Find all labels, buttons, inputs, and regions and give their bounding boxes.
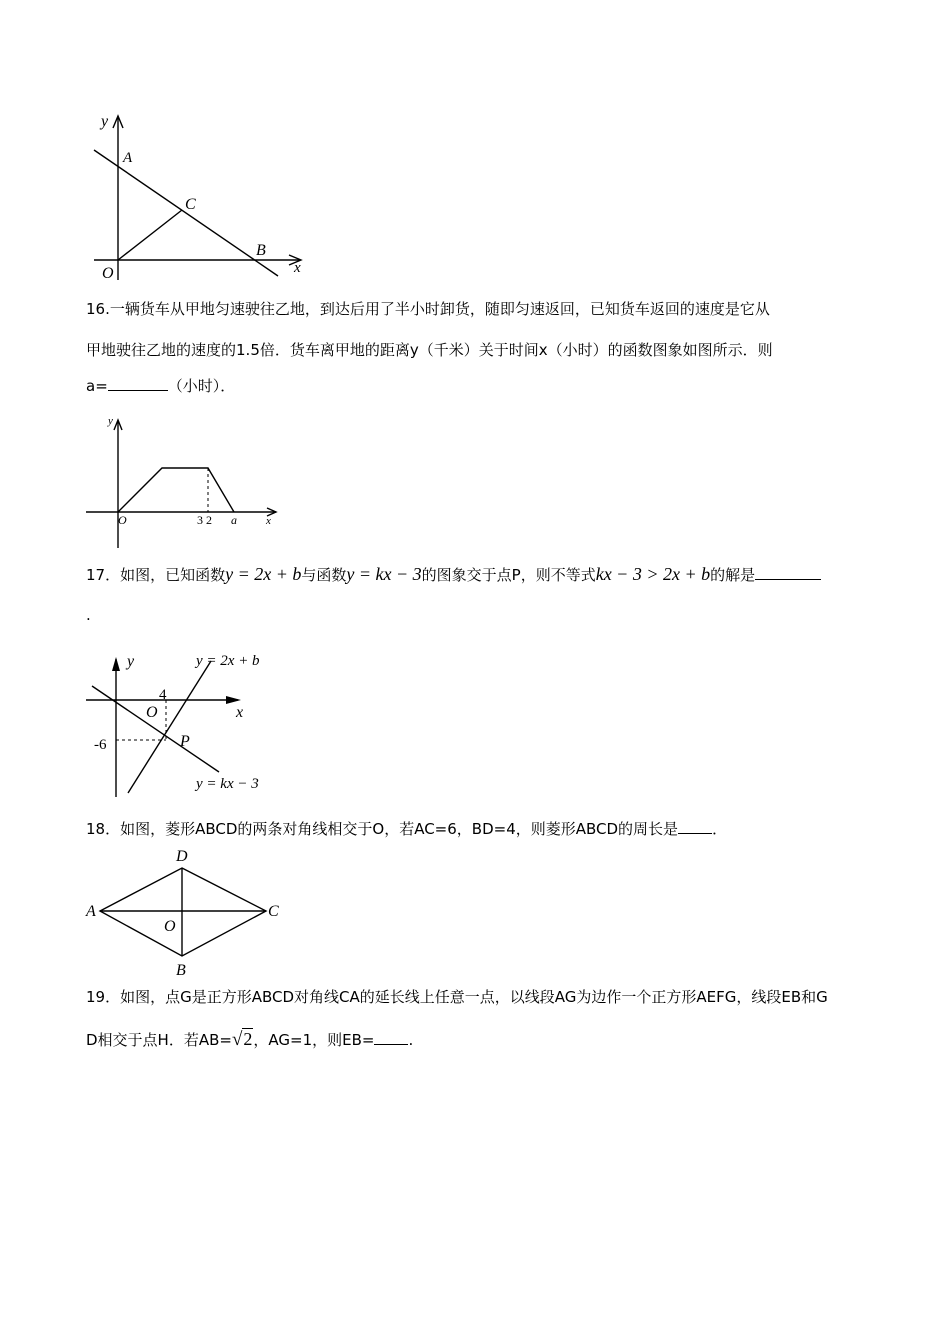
fig18-label-a: A [86, 903, 96, 920]
line-2x-plus-b [128, 661, 211, 793]
fig17-label-4: 4 [159, 687, 167, 703]
figure-17-graph [86, 645, 286, 800]
x-axis-arrow [226, 696, 241, 704]
segment-oc [118, 210, 182, 260]
q16-line-1: 16.一辆货车从甲地匀速驶往乙地，到达后用了半小时卸货，随即匀速返回，已知货车返回的速度是它从 [86, 300, 770, 318]
figure-18-rhombus [86, 845, 291, 980]
q17-inequality: kx − 3 > 2x + b [595, 564, 711, 584]
q16-unit: （小时）． [167, 377, 236, 395]
fig17-label-y: y [127, 653, 135, 670]
q18-answer-blank[interactable] [678, 833, 712, 834]
fig16-tick-2: 2 [206, 513, 212, 527]
fig18-label-o: O [164, 918, 176, 935]
q19-line-1: 19．如图，点G是正方形ABCD对角线CA的延长线上任意一点，以线段AG为边作一个正方形AEFG，线段EB和G [86, 988, 828, 1006]
q17-connector: 与函数 [301, 566, 347, 584]
fig15-label-c: C [185, 196, 196, 213]
q17-line-2: . [86, 606, 91, 624]
fig15-label-y: y [101, 113, 109, 130]
q16-line-3 [86, 379, 235, 394]
q19-radicand: 2 [243, 1029, 253, 1049]
q16-line-2: 甲地驶往乙地的速度的1.5倍．货车离甲地的距离y（千米）关于时间x（小时）的函数图象如图所示．则 [86, 341, 773, 359]
q19-answer-blank[interactable] [374, 1044, 408, 1045]
q19-line-2 [86, 1030, 413, 1049]
fig16-label-a: a [231, 513, 237, 527]
q18-text: 18．如图，菱形ABCD的两条对角线相交于O，若AC=6，BD=4，则菱形ABCD的周长是 [86, 820, 679, 838]
q17-prefix: 17．如图，已知函数 [86, 566, 226, 584]
q19-prefix: D相交于点H．若AB= [86, 1031, 232, 1049]
fig17-line-1-label: y = 2x + b [196, 653, 260, 669]
fig15-label-x: x [294, 260, 301, 276]
q18-end: ． [712, 820, 728, 838]
distance-time-polyline [118, 468, 234, 512]
figure-15-graph [86, 108, 316, 288]
q17-line-1 [86, 565, 821, 583]
q18-line [86, 822, 727, 837]
line-kx-minus-3 [92, 686, 219, 772]
fig16-tick-3: 3 [197, 513, 203, 527]
q17-middle-text: 的图象交于点P，则不等式 [421, 566, 596, 584]
fig17-label-p: P [180, 733, 190, 750]
fig18-label-b: B [176, 962, 186, 979]
q17-suffix: 的解是 [710, 566, 756, 584]
fig15-label-o: O [102, 265, 114, 282]
rhombus-abcd [100, 868, 266, 956]
q16-a-prefix: a= [86, 377, 108, 395]
fig15-label-a: A [123, 150, 133, 166]
q19-end: . [408, 1031, 414, 1049]
fig18-label-d: D [176, 848, 188, 865]
fig17-label-o: O [146, 704, 158, 721]
sqrt-2: √2 [231, 1029, 253, 1050]
fig17-label-x: x [236, 704, 244, 721]
fig16-label-x: x [266, 515, 271, 527]
fig15-label-b: B [256, 242, 266, 259]
q16-answer-blank[interactable] [108, 390, 168, 391]
q17-function-1: y = 2x + b [225, 564, 302, 584]
fig18-label-c: C [268, 903, 279, 920]
y-axis-arrow [112, 657, 120, 671]
fig16-label-y: y [108, 415, 113, 427]
fig16-label-o: O [118, 513, 127, 527]
fig17-line-2-label: y = kx − 3 [196, 776, 259, 792]
q17-function-2: y = kx − 3 [346, 564, 422, 584]
fig17-label-neg6: -6 [94, 737, 107, 753]
figure-16-graph [86, 408, 286, 553]
q19-middle: ，AG=1，则EB= [253, 1031, 375, 1049]
q17-answer-blank[interactable] [755, 579, 821, 580]
